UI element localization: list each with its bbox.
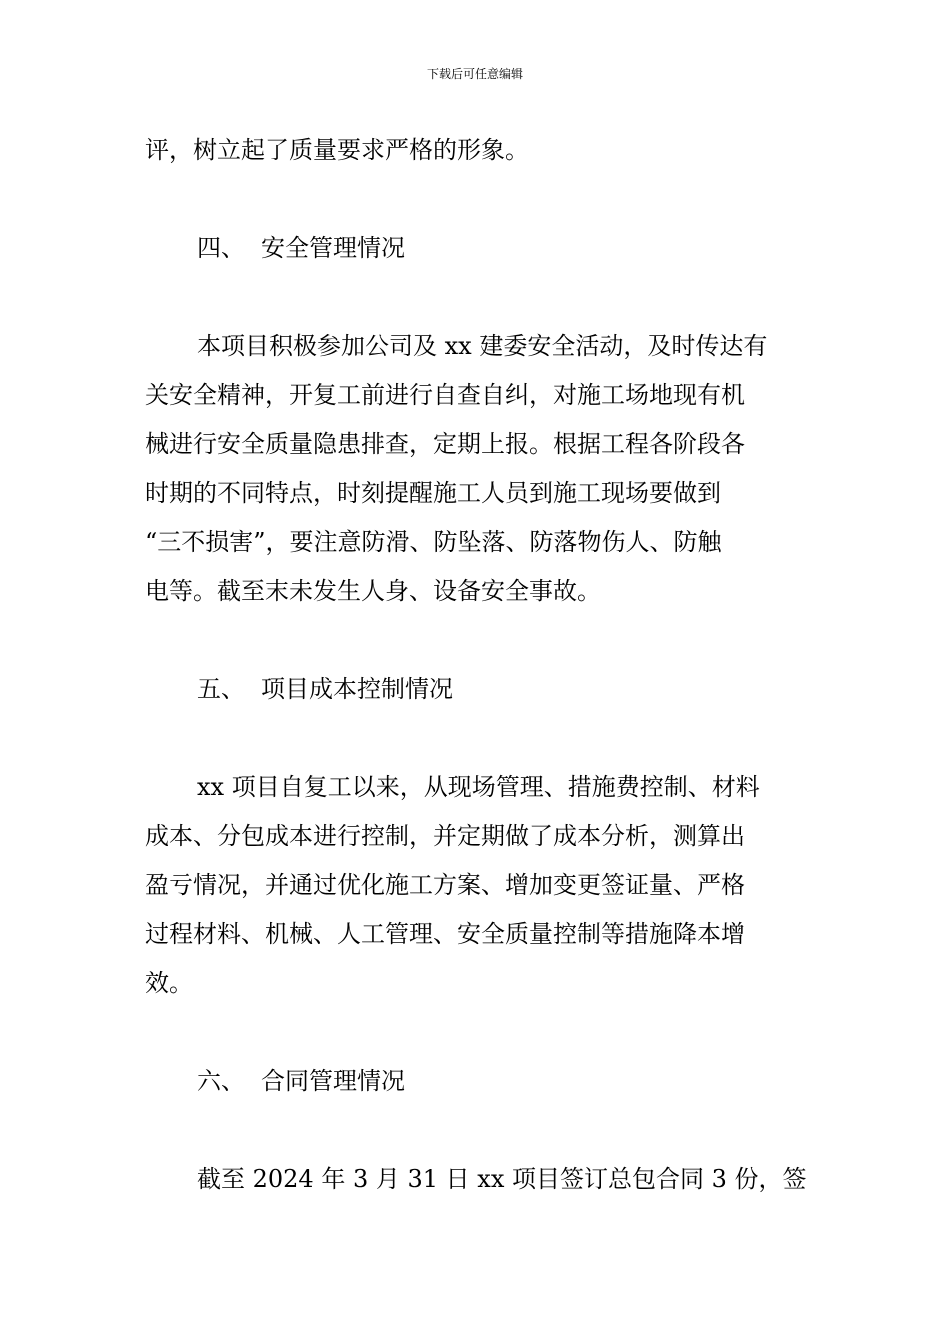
paragraph-line: “三不损害”，要注意防滑、防坠落、防落物伤人、防触 bbox=[145, 528, 722, 556]
paragraph-gap bbox=[145, 714, 809, 763]
paragraph-gap bbox=[145, 273, 809, 322]
section-heading-5 bbox=[145, 665, 809, 714]
section-number: 四、 bbox=[197, 234, 245, 262]
paragraph-line: 械进行安全质量隐患排查，定期上报。根据工程各阶段各 bbox=[145, 430, 745, 458]
paragraph-line: 本项目积极参加公司及 xx 建委安全活动，及时传达有 bbox=[197, 332, 768, 360]
paragraph-line: 过程材料、机械、人工管理、安全质量控制等措施降本增 bbox=[145, 920, 745, 948]
paragraph-line: xx 项目自复工以来，从现场管理、措施费控制、材料 bbox=[197, 773, 760, 801]
paragraph-gap bbox=[145, 1106, 809, 1155]
section-number: 五、 bbox=[197, 675, 245, 703]
paragraph-line: 评，树立起了质量要求严格的形象。 bbox=[145, 136, 529, 164]
paragraph-line: 成本、分包成本进行控制，并定期做了成本分析，测算出 bbox=[145, 822, 745, 850]
section-heading-4 bbox=[145, 224, 809, 273]
paragraph-line: 时期的不同特点，时刻提醒施工人员到施工现场要做到 bbox=[145, 479, 721, 507]
paragraph-gap bbox=[145, 1008, 809, 1057]
section-title: 合同管理情况 bbox=[261, 1067, 405, 1095]
paragraph-gap bbox=[145, 616, 809, 665]
paragraph-line: 关安全精神，开复工前进行自查自纠，对施工场地现有机 bbox=[145, 381, 745, 409]
paragraph-line: 效。 bbox=[145, 969, 193, 997]
section-title: 安全管理情况 bbox=[261, 234, 405, 262]
section-title: 项目成本控制情况 bbox=[261, 675, 453, 703]
paragraph-line: 盈亏情况，并通过优化施工方案、增加变更签证量、严格 bbox=[145, 871, 745, 899]
section-heading-6 bbox=[145, 1057, 809, 1106]
paragraph-line: 电等。截至末未发生人身、设备安全事故。 bbox=[145, 577, 601, 605]
paragraph-gap bbox=[145, 175, 809, 224]
paragraph-line: 截至 2024 年 3 月 31 日 xx 项目签订总包合同 3 份，签 bbox=[197, 1165, 807, 1193]
document-body bbox=[145, 126, 809, 1204]
page-header: 下载后可任意编辑 bbox=[426, 67, 523, 81]
section-number: 六、 bbox=[197, 1067, 245, 1095]
